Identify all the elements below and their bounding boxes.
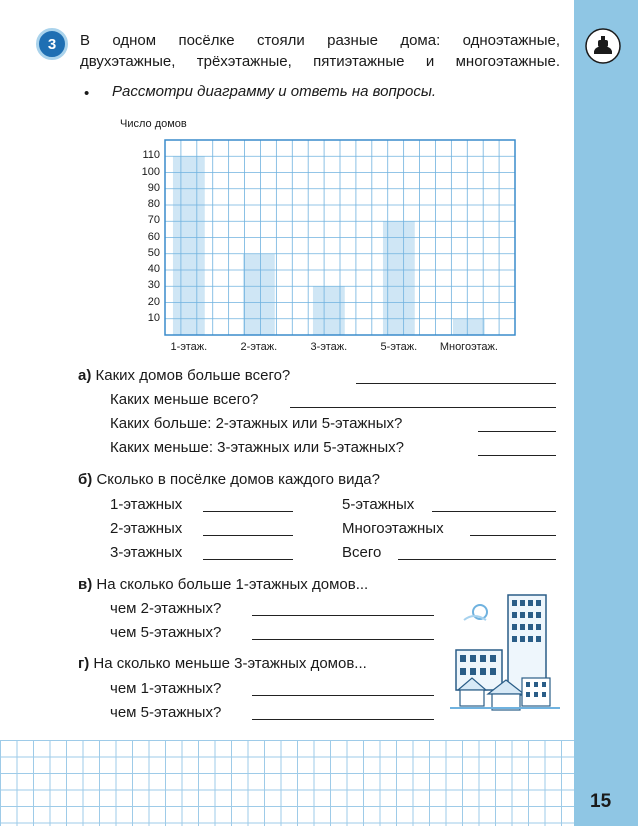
- count-label-3: 3-этажных: [110, 544, 183, 561]
- question-text: Сколько в посёлке домов каждого вида?: [96, 471, 380, 488]
- question-g: [78, 655, 367, 672]
- bar-2: [243, 254, 275, 335]
- instruction: Рассмотри диаграмму и ответь на вопросы.: [112, 83, 437, 100]
- x-tick-label: 2-этаж.: [240, 341, 278, 353]
- y-tick-label: 40: [147, 263, 160, 275]
- answer-line-a1[interactable]: [356, 383, 556, 384]
- answer-line-bm[interactable]: [470, 535, 556, 536]
- count-label-1: 1-этажных: [110, 496, 183, 513]
- notebook-grid: [0, 740, 574, 826]
- section-letter: б): [78, 471, 93, 488]
- answer-line-btotal[interactable]: [398, 559, 556, 560]
- question-a2: Каких меньше всего?: [110, 391, 259, 408]
- section-letter: в): [78, 576, 93, 593]
- answer-line-a3[interactable]: [478, 431, 556, 432]
- answer-line-a4[interactable]: [478, 455, 556, 456]
- y-tick-label: 90: [147, 181, 160, 194]
- compare-item-g1: чем 1-этажных?: [110, 680, 222, 697]
- question-text: На сколько меньше 3-этажных домов...: [93, 655, 367, 672]
- compare-item-g2: чем 5-этажных?: [110, 704, 222, 721]
- y-tick-label: 60: [147, 230, 160, 243]
- answer-line-g2[interactable]: [252, 719, 434, 720]
- section-letter: г): [78, 655, 90, 672]
- y-tick-label: 10: [147, 311, 160, 324]
- question-a4: Каких меньше: 3-этажных или 5-этажных?: [110, 439, 404, 456]
- question-a1: [78, 367, 290, 384]
- answer-line-b2[interactable]: [203, 535, 293, 536]
- bar-1: [173, 156, 205, 335]
- section-letter: а): [78, 367, 92, 384]
- x-tick-label: 5-этаж.: [380, 341, 418, 353]
- answer-line-v2[interactable]: [252, 639, 434, 640]
- y-tick-label: 100: [141, 165, 160, 178]
- answer-line-g1[interactable]: [252, 695, 434, 696]
- question-b: [78, 471, 380, 488]
- task-intro: [80, 30, 560, 72]
- y-tick-label: 30: [147, 279, 160, 292]
- bar-5: [453, 319, 485, 335]
- bar-chart: [110, 110, 530, 360]
- question-v: [78, 576, 368, 593]
- answer-line-a2[interactable]: [290, 407, 556, 408]
- compare-item-v2: чем 5-этажных?: [110, 624, 222, 641]
- question-text: На сколько больше 1-этажных домов...: [96, 576, 369, 593]
- y-tick-label: 110: [142, 149, 160, 162]
- x-tick-label: 1-этаж.: [170, 341, 208, 353]
- task-number-badge: 3: [36, 28, 68, 60]
- bullet: •: [84, 85, 90, 102]
- question-a3: Каких больше: 2-этажных или 5-этажных?: [110, 415, 403, 432]
- answer-line-b5[interactable]: [432, 511, 556, 512]
- side-strip: [574, 0, 638, 826]
- answer-line-b1[interactable]: [203, 511, 293, 512]
- count-label-multi: Многоэтажных: [342, 520, 444, 537]
- x-tick-label: 3-этаж.: [310, 341, 348, 353]
- y-tick-label: 80: [147, 198, 160, 210]
- y-tick-label: 70: [147, 214, 160, 227]
- x-tick-label: Многоэтаж.: [439, 341, 498, 353]
- count-label-2: 2-этажных: [110, 520, 183, 537]
- page-number: 15: [590, 791, 612, 812]
- y-tick-label: 50: [147, 246, 160, 259]
- chart-svg: [110, 110, 530, 360]
- compare-item-v1: чем 2-этажных?: [110, 600, 222, 617]
- count-label-5: 5-этажных: [342, 496, 415, 513]
- intro-line: В одном посёлке стояли разные дома: одноэтажные,: [80, 32, 560, 49]
- y-tick-label: 20: [147, 295, 160, 308]
- answer-line-v1[interactable]: [252, 615, 434, 616]
- chart-ylabel: Число домов: [120, 118, 187, 130]
- houses-illustration: [450, 590, 560, 715]
- question-text: Каких домов больше всего?: [95, 367, 291, 384]
- answer-line-b3[interactable]: [203, 559, 293, 560]
- count-label-total: Всего: [342, 544, 382, 561]
- inkwell-icon: [585, 28, 621, 64]
- intro-line: двухэтажные, трёхэтажные, пятиэтажные и многоэтажные.: [80, 53, 560, 70]
